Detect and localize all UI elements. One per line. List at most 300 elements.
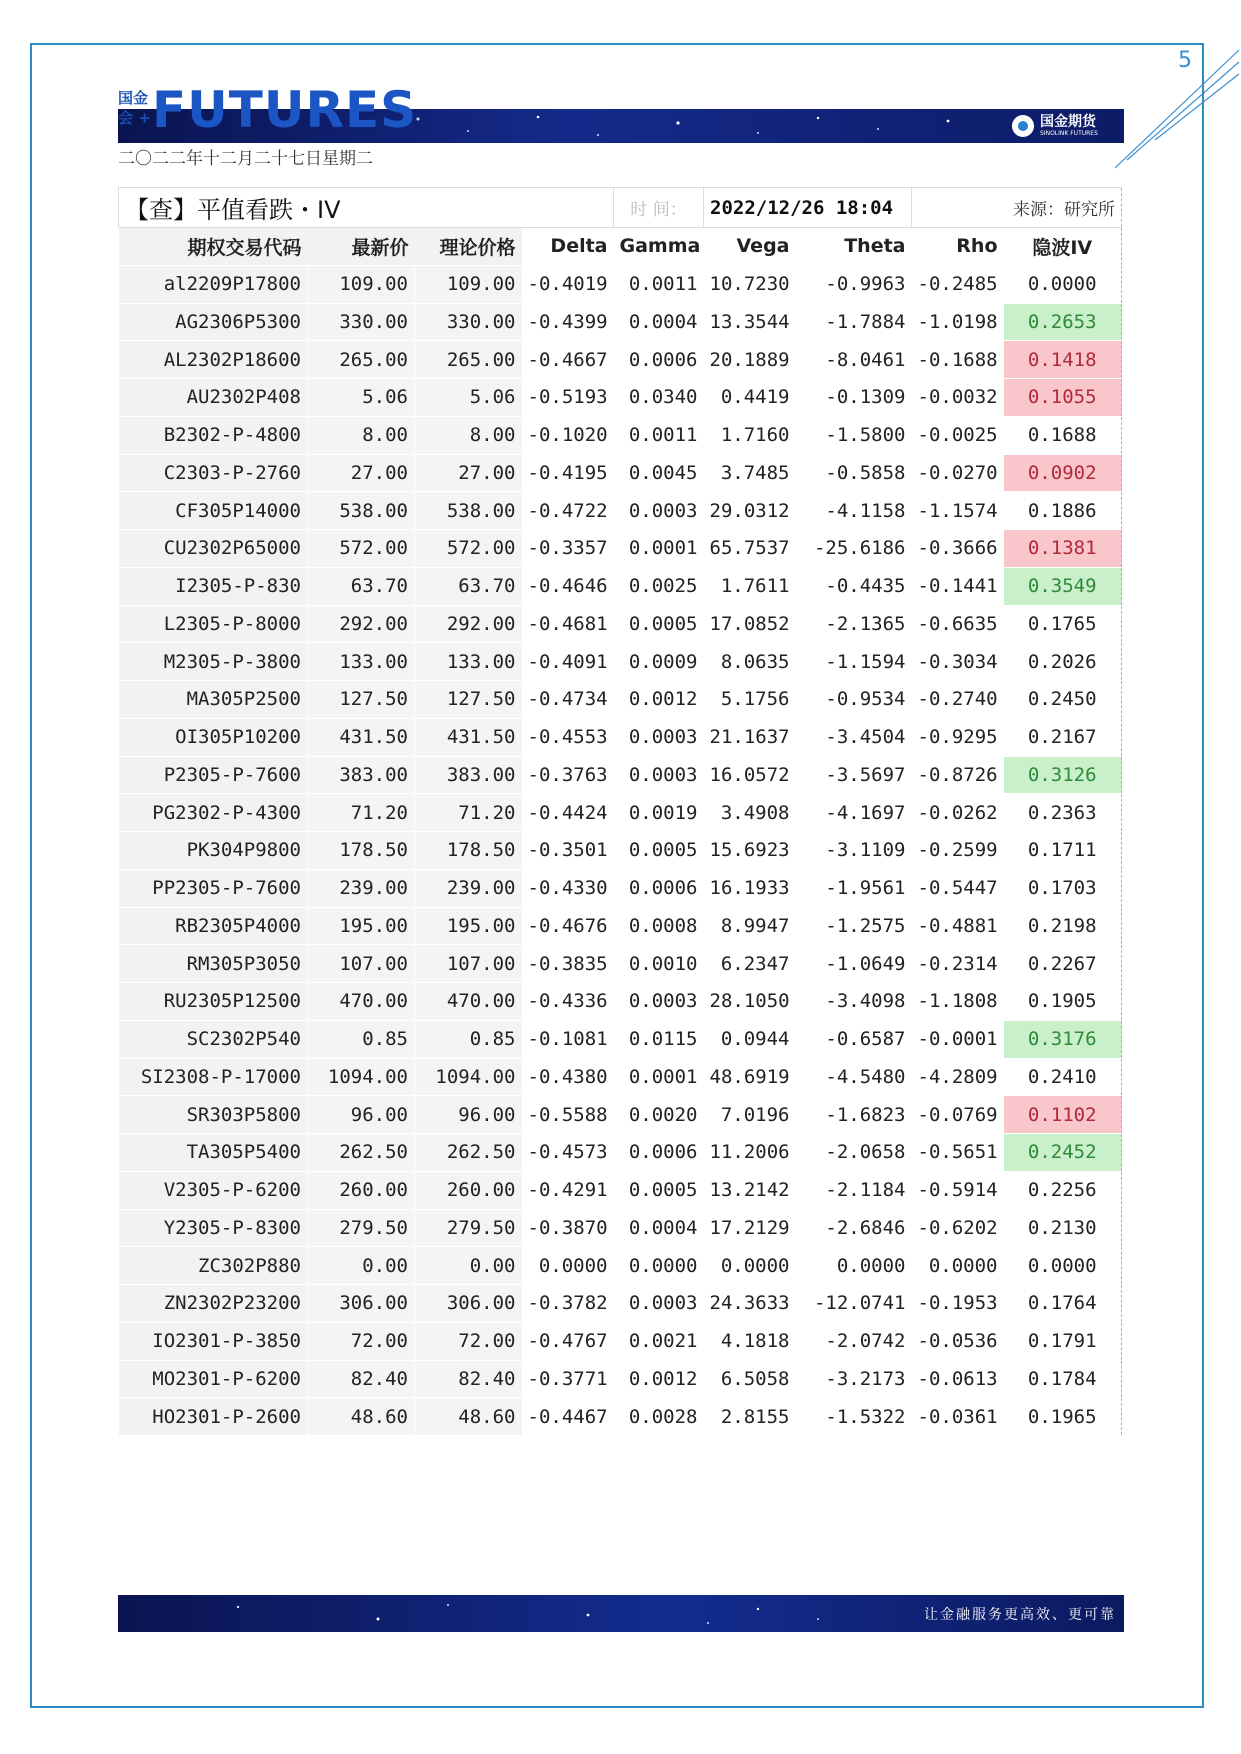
row-code: ZN2302P23200 <box>119 1285 308 1323</box>
row-gamma: 0.0045 <box>614 454 704 492</box>
row-rho: 0.0000 <box>912 1247 1004 1285</box>
row-iv: 0.1102 <box>1004 1096 1122 1134</box>
row-iv: 0.1703 <box>1004 869 1122 907</box>
time-label: 时 间： <box>614 188 704 228</box>
company-mark-icon <box>1012 115 1034 137</box>
row-theo-price: 195.00 <box>415 907 522 945</box>
table-row <box>119 416 1122 454</box>
table-row <box>119 454 1122 492</box>
row-vega: 17.2129 <box>704 1209 796 1247</box>
row-rho: -0.6202 <box>912 1209 1004 1247</box>
row-last-price: 239.00 <box>308 869 415 907</box>
row-delta: -0.4734 <box>522 681 614 719</box>
row-delta: 0.0000 <box>522 1247 614 1285</box>
row-last-price: 330.00 <box>308 303 415 341</box>
table-row <box>119 1096 1122 1134</box>
col-header-gamma: Gamma <box>614 228 704 266</box>
row-vega: 0.0000 <box>704 1247 796 1285</box>
row-theta: -0.4435 <box>796 567 912 605</box>
row-gamma: 0.0003 <box>614 983 704 1021</box>
row-delta: -0.4553 <box>522 718 614 756</box>
row-code: CF305P14000 <box>119 492 308 530</box>
company-name-en: SINOLINK FUTURES <box>1040 130 1098 137</box>
row-iv: 0.2167 <box>1004 718 1122 756</box>
row-rho: -0.0536 <box>912 1322 1004 1360</box>
row-gamma: 0.0003 <box>614 756 704 794</box>
row-iv: 0.1055 <box>1004 379 1122 417</box>
row-iv: 0.0000 <box>1004 1247 1122 1285</box>
col-header-code: 期权交易代码 <box>119 228 308 266</box>
row-rho: -0.1688 <box>912 341 1004 379</box>
col-header-theta: Theta <box>796 228 912 266</box>
table-row <box>119 1322 1122 1360</box>
table-title: 【查】平值看跌・IV <box>119 188 614 228</box>
row-delta: -0.3763 <box>522 756 614 794</box>
row-gamma: 0.0003 <box>614 718 704 756</box>
row-vega: 11.2006 <box>704 1134 796 1172</box>
row-last-price: 572.00 <box>308 530 415 568</box>
row-theta: -8.0461 <box>796 341 912 379</box>
table-row <box>119 605 1122 643</box>
page-number: 5 <box>1178 48 1192 73</box>
row-theo-price: 265.00 <box>415 341 522 379</box>
row-vega: 4.1818 <box>704 1322 796 1360</box>
row-delta: -0.4091 <box>522 643 614 681</box>
row-theta: -3.4098 <box>796 983 912 1021</box>
row-gamma: 0.0115 <box>614 1020 704 1058</box>
row-delta: -0.4330 <box>522 869 614 907</box>
row-vega: 16.0572 <box>704 756 796 794</box>
row-delta: -0.4336 <box>522 983 614 1021</box>
row-delta: -0.4424 <box>522 794 614 832</box>
row-theta: -1.2575 <box>796 907 912 945</box>
company-logo <box>1012 113 1098 139</box>
row-iv: 0.1965 <box>1004 1398 1122 1436</box>
table-row <box>119 303 1122 341</box>
row-theta: -2.1184 <box>796 1171 912 1209</box>
col-header-theo: 理论价格 <box>415 228 522 266</box>
row-vega: 8.9947 <box>704 907 796 945</box>
row-vega: 24.3633 <box>704 1285 796 1323</box>
row-vega: 0.4419 <box>704 379 796 417</box>
col-header-last: 最新价 <box>308 228 415 266</box>
row-iv: 0.2198 <box>1004 907 1122 945</box>
row-delta: -0.4399 <box>522 303 614 341</box>
row-last-price: 383.00 <box>308 756 415 794</box>
row-iv: 0.2256 <box>1004 1171 1122 1209</box>
table-row <box>119 379 1122 417</box>
row-vega: 17.0852 <box>704 605 796 643</box>
row-iv: 0.3549 <box>1004 567 1122 605</box>
row-theo-price: 306.00 <box>415 1285 522 1323</box>
row-rho: -0.1441 <box>912 567 1004 605</box>
row-code: AG2306P5300 <box>119 303 308 341</box>
row-vega: 16.1933 <box>704 869 796 907</box>
row-theo-price: 48.60 <box>415 1398 522 1436</box>
row-theo-price: 470.00 <box>415 983 522 1021</box>
row-gamma: 0.0021 <box>614 1322 704 1360</box>
row-vega: 28.1050 <box>704 983 796 1021</box>
row-vega: 13.2142 <box>704 1171 796 1209</box>
row-theta: 0.0000 <box>796 1247 912 1285</box>
row-theta: -1.1594 <box>796 643 912 681</box>
row-vega: 6.2347 <box>704 945 796 983</box>
row-last-price: 1094.00 <box>308 1058 415 1096</box>
row-vega: 0.0944 <box>704 1020 796 1058</box>
row-code: RU2305P12500 <box>119 983 308 1021</box>
row-rho: -0.6635 <box>912 605 1004 643</box>
row-rho: -0.2599 <box>912 832 1004 870</box>
row-theta: -0.5858 <box>796 454 912 492</box>
row-gamma: 0.0004 <box>614 303 704 341</box>
row-code: I2305-P-830 <box>119 567 308 605</box>
brand-futures-wordmark: FUTURES <box>152 81 418 139</box>
table-row <box>119 1285 1122 1323</box>
table-row <box>119 832 1122 870</box>
row-theta: -0.1309 <box>796 379 912 417</box>
row-vega: 1.7611 <box>704 567 796 605</box>
row-iv: 0.2653 <box>1004 303 1122 341</box>
row-gamma: 0.0010 <box>614 945 704 983</box>
row-gamma: 0.0028 <box>614 1398 704 1436</box>
row-theo-price: 0.85 <box>415 1020 522 1058</box>
row-gamma: 0.0012 <box>614 681 704 719</box>
row-theo-price: 96.00 <box>415 1096 522 1134</box>
row-iv: 0.1381 <box>1004 530 1122 568</box>
row-theo-price: 107.00 <box>415 945 522 983</box>
row-code: PG2302-P-4300 <box>119 794 308 832</box>
row-theta: -1.5800 <box>796 416 912 454</box>
row-theo-price: 239.00 <box>415 869 522 907</box>
brand-cn <box>118 88 152 128</box>
row-rho: -4.2809 <box>912 1058 1004 1096</box>
table-row <box>119 756 1122 794</box>
row-theo-price: 279.50 <box>415 1209 522 1247</box>
row-theo-price: 109.00 <box>415 265 522 303</box>
row-gamma: 0.0006 <box>614 341 704 379</box>
row-gamma: 0.0019 <box>614 794 704 832</box>
row-delta: -0.4291 <box>522 1171 614 1209</box>
row-rho: -0.0361 <box>912 1398 1004 1436</box>
row-last-price: 107.00 <box>308 945 415 983</box>
table-row <box>119 1247 1122 1285</box>
row-code: Y2305-P-8300 <box>119 1209 308 1247</box>
row-delta: -0.3782 <box>522 1285 614 1323</box>
row-last-price: 538.00 <box>308 492 415 530</box>
footer-banner <box>118 1595 1124 1632</box>
row-delta: -0.4195 <box>522 454 614 492</box>
table-row <box>119 1209 1122 1247</box>
row-code: SC2302P540 <box>119 1020 308 1058</box>
corner-decoration <box>1115 40 1241 180</box>
row-vega: 1.7160 <box>704 416 796 454</box>
row-theo-price: 260.00 <box>415 1171 522 1209</box>
row-rho: -0.4881 <box>912 907 1004 945</box>
row-vega: 6.5058 <box>704 1360 796 1398</box>
row-rho: -0.0769 <box>912 1096 1004 1134</box>
row-delta: -0.1020 <box>522 416 614 454</box>
row-theta: -0.9963 <box>796 265 912 303</box>
footer-slogan: 让金融服务更高效、更可靠 <box>924 1607 1116 1623</box>
row-last-price: 72.00 <box>308 1322 415 1360</box>
row-theo-price: 262.50 <box>415 1134 522 1172</box>
row-gamma: 0.0001 <box>614 530 704 568</box>
row-vega: 7.0196 <box>704 1096 796 1134</box>
row-theta: -4.1697 <box>796 794 912 832</box>
row-vega: 65.7537 <box>704 530 796 568</box>
row-last-price: 0.00 <box>308 1247 415 1285</box>
row-code: OI305P10200 <box>119 718 308 756</box>
row-theo-price: 178.50 <box>415 832 522 870</box>
row-vega: 29.0312 <box>704 492 796 530</box>
row-iv: 0.2026 <box>1004 643 1122 681</box>
row-theta: -3.5697 <box>796 756 912 794</box>
row-theta: -25.6186 <box>796 530 912 568</box>
row-last-price: 292.00 <box>308 605 415 643</box>
row-delta: -0.4676 <box>522 907 614 945</box>
row-theo-price: 5.06 <box>415 379 522 417</box>
company-name-cn: 国金期货 <box>1040 114 1096 130</box>
row-iv: 0.2267 <box>1004 945 1122 983</box>
row-code: RB2305P4000 <box>119 907 308 945</box>
row-last-price: 262.50 <box>308 1134 415 1172</box>
row-last-price: 27.00 <box>308 454 415 492</box>
row-gamma: 0.0006 <box>614 1134 704 1172</box>
row-theta: -12.0741 <box>796 1285 912 1323</box>
row-code: PK304P9800 <box>119 832 308 870</box>
row-theo-price: 8.00 <box>415 416 522 454</box>
row-code: B2302-P-4800 <box>119 416 308 454</box>
row-vega: 20.1889 <box>704 341 796 379</box>
row-rho: -0.3034 <box>912 643 1004 681</box>
row-rho: -0.1953 <box>912 1285 1004 1323</box>
table-row <box>119 869 1122 907</box>
row-theo-price: 0.00 <box>415 1247 522 1285</box>
row-theo-price: 72.00 <box>415 1322 522 1360</box>
row-rho: -0.0001 <box>912 1020 1004 1058</box>
table-row <box>119 341 1122 379</box>
col-header-delta: Delta <box>522 228 614 266</box>
table-header-row <box>119 228 1122 266</box>
table-row <box>119 567 1122 605</box>
table-row <box>119 643 1122 681</box>
row-code: TA305P5400 <box>119 1134 308 1172</box>
table-row <box>119 1134 1122 1172</box>
row-theo-price: 63.70 <box>415 567 522 605</box>
row-delta: -0.1081 <box>522 1020 614 1058</box>
row-theo-price: 27.00 <box>415 454 522 492</box>
row-last-price: 431.50 <box>308 718 415 756</box>
row-rho: -0.5447 <box>912 869 1004 907</box>
col-header-rho: Rho <box>912 228 1004 266</box>
table-row <box>119 718 1122 756</box>
row-vega: 48.6919 <box>704 1058 796 1096</box>
col-header-vega: Vega <box>704 228 796 266</box>
row-theta: -1.5322 <box>796 1398 912 1436</box>
row-delta: -0.4722 <box>522 492 614 530</box>
table-row <box>119 1171 1122 1209</box>
row-theo-price: 330.00 <box>415 303 522 341</box>
table-row <box>119 794 1122 832</box>
row-vega: 8.0635 <box>704 643 796 681</box>
row-delta: -0.4573 <box>522 1134 614 1172</box>
row-last-price: 5.06 <box>308 379 415 417</box>
row-rho: -0.5651 <box>912 1134 1004 1172</box>
row-rho: -0.0025 <box>912 416 1004 454</box>
table-row <box>119 530 1122 568</box>
row-iv: 0.1711 <box>1004 832 1122 870</box>
table-row <box>119 907 1122 945</box>
row-gamma: 0.0009 <box>614 643 704 681</box>
row-rho: -1.1808 <box>912 983 1004 1021</box>
row-theo-price: 292.00 <box>415 605 522 643</box>
row-delta: -0.4467 <box>522 1398 614 1436</box>
row-last-price: 133.00 <box>308 643 415 681</box>
row-iv: 0.1764 <box>1004 1285 1122 1323</box>
row-gamma: 0.0003 <box>614 1285 704 1323</box>
row-code: P2305-P-7600 <box>119 756 308 794</box>
row-rho: -0.5914 <box>912 1171 1004 1209</box>
row-vega: 5.1756 <box>704 681 796 719</box>
row-code: M2305-P-3800 <box>119 643 308 681</box>
row-delta: -0.4019 <box>522 265 614 303</box>
row-theta: -4.1158 <box>796 492 912 530</box>
row-iv: 0.3126 <box>1004 756 1122 794</box>
row-delta: -0.4380 <box>522 1058 614 1096</box>
row-code: IO2301-P-3850 <box>119 1322 308 1360</box>
row-iv: 0.3176 <box>1004 1020 1122 1058</box>
table-row <box>119 945 1122 983</box>
row-iv: 0.2452 <box>1004 1134 1122 1172</box>
row-code: al2209P17800 <box>119 265 308 303</box>
row-gamma: 0.0006 <box>614 869 704 907</box>
row-theta: -1.6823 <box>796 1096 912 1134</box>
row-code: RM305P3050 <box>119 945 308 983</box>
row-code: AL2302P18600 <box>119 341 308 379</box>
row-rho: -0.3666 <box>912 530 1004 568</box>
row-last-price: 265.00 <box>308 341 415 379</box>
row-code: CU2302P65000 <box>119 530 308 568</box>
row-iv: 0.0000 <box>1004 265 1122 303</box>
row-rho: -0.2485 <box>912 265 1004 303</box>
row-code: SI2308-P-17000 <box>119 1058 308 1096</box>
row-theta: -1.7884 <box>796 303 912 341</box>
table-row <box>119 492 1122 530</box>
row-last-price: 109.00 <box>308 265 415 303</box>
row-vega: 3.7485 <box>704 454 796 492</box>
row-iv: 0.1886 <box>1004 492 1122 530</box>
report-date: 二〇二二年十二月二十七日星期二 <box>118 149 373 169</box>
row-iv: 0.1784 <box>1004 1360 1122 1398</box>
row-gamma: 0.0003 <box>614 492 704 530</box>
row-code: V2305-P-6200 <box>119 1171 308 1209</box>
row-code: HO2301-P-2600 <box>119 1398 308 1436</box>
row-delta: -0.3501 <box>522 832 614 870</box>
row-theta: -4.5480 <box>796 1058 912 1096</box>
row-delta: -0.5588 <box>522 1096 614 1134</box>
row-delta: -0.4646 <box>522 567 614 605</box>
row-last-price: 306.00 <box>308 1285 415 1323</box>
row-delta: -0.3870 <box>522 1209 614 1247</box>
row-rho: -1.1574 <box>912 492 1004 530</box>
row-theta: -3.2173 <box>796 1360 912 1398</box>
row-theta: -2.1365 <box>796 605 912 643</box>
table-row <box>119 1058 1122 1096</box>
row-gamma: 0.0025 <box>614 567 704 605</box>
row-last-price: 279.50 <box>308 1209 415 1247</box>
row-code: C2303-P-2760 <box>119 454 308 492</box>
row-delta: -0.4767 <box>522 1322 614 1360</box>
row-code: PP2305-P-7600 <box>119 869 308 907</box>
row-theo-price: 1094.00 <box>415 1058 522 1096</box>
row-theta: -1.0649 <box>796 945 912 983</box>
row-delta: -0.3835 <box>522 945 614 983</box>
row-delta: -0.3771 <box>522 1360 614 1398</box>
row-iv: 0.2363 <box>1004 794 1122 832</box>
row-last-price: 127.50 <box>308 681 415 719</box>
row-last-price: 0.85 <box>308 1020 415 1058</box>
row-theta: -2.6846 <box>796 1209 912 1247</box>
row-last-price: 82.40 <box>308 1360 415 1398</box>
row-last-price: 178.50 <box>308 832 415 870</box>
time-value: 2022/12/26 18:04 <box>704 188 912 228</box>
row-theo-price: 71.20 <box>415 794 522 832</box>
row-gamma: 0.0005 <box>614 1171 704 1209</box>
row-theta: -2.0742 <box>796 1322 912 1360</box>
row-last-price: 71.20 <box>308 794 415 832</box>
row-code: MA305P2500 <box>119 681 308 719</box>
row-last-price: 8.00 <box>308 416 415 454</box>
row-gamma: 0.0012 <box>614 1360 704 1398</box>
row-gamma: 0.0000 <box>614 1247 704 1285</box>
row-gamma: 0.0020 <box>614 1096 704 1134</box>
row-rho: -0.0270 <box>912 454 1004 492</box>
row-iv: 0.1791 <box>1004 1322 1122 1360</box>
row-delta: -0.4681 <box>522 605 614 643</box>
row-rho: -0.2314 <box>912 945 1004 983</box>
row-gamma: 0.0005 <box>614 832 704 870</box>
row-code: SR303P5800 <box>119 1096 308 1134</box>
row-theta: -2.0658 <box>796 1134 912 1172</box>
row-theo-price: 431.50 <box>415 718 522 756</box>
row-iv: 0.2450 <box>1004 681 1122 719</box>
row-delta: -0.4667 <box>522 341 614 379</box>
brand-cn-bottom: 会 + <box>118 109 151 127</box>
row-iv: 0.1418 <box>1004 341 1122 379</box>
row-gamma: 0.0005 <box>614 605 704 643</box>
row-theo-price: 133.00 <box>415 643 522 681</box>
row-theo-price: 383.00 <box>415 756 522 794</box>
row-rho: -0.0032 <box>912 379 1004 417</box>
row-iv: 0.1905 <box>1004 983 1122 1021</box>
table-row <box>119 1398 1122 1436</box>
row-rho: -0.8726 <box>912 756 1004 794</box>
table-body <box>119 265 1122 1435</box>
row-code: MO2301-P-6200 <box>119 1360 308 1398</box>
row-iv: 0.0902 <box>1004 454 1122 492</box>
row-rho: -0.0613 <box>912 1360 1004 1398</box>
row-last-price: 48.60 <box>308 1398 415 1436</box>
row-gamma: 0.0008 <box>614 907 704 945</box>
row-theo-price: 82.40 <box>415 1360 522 1398</box>
source-label: 来源：研究所 <box>912 188 1122 228</box>
table-row <box>119 265 1122 303</box>
row-last-price: 470.00 <box>308 983 415 1021</box>
row-theta: -3.4504 <box>796 718 912 756</box>
row-delta: -0.5193 <box>522 379 614 417</box>
row-vega: 13.3544 <box>704 303 796 341</box>
option-table-container <box>118 187 1121 1436</box>
